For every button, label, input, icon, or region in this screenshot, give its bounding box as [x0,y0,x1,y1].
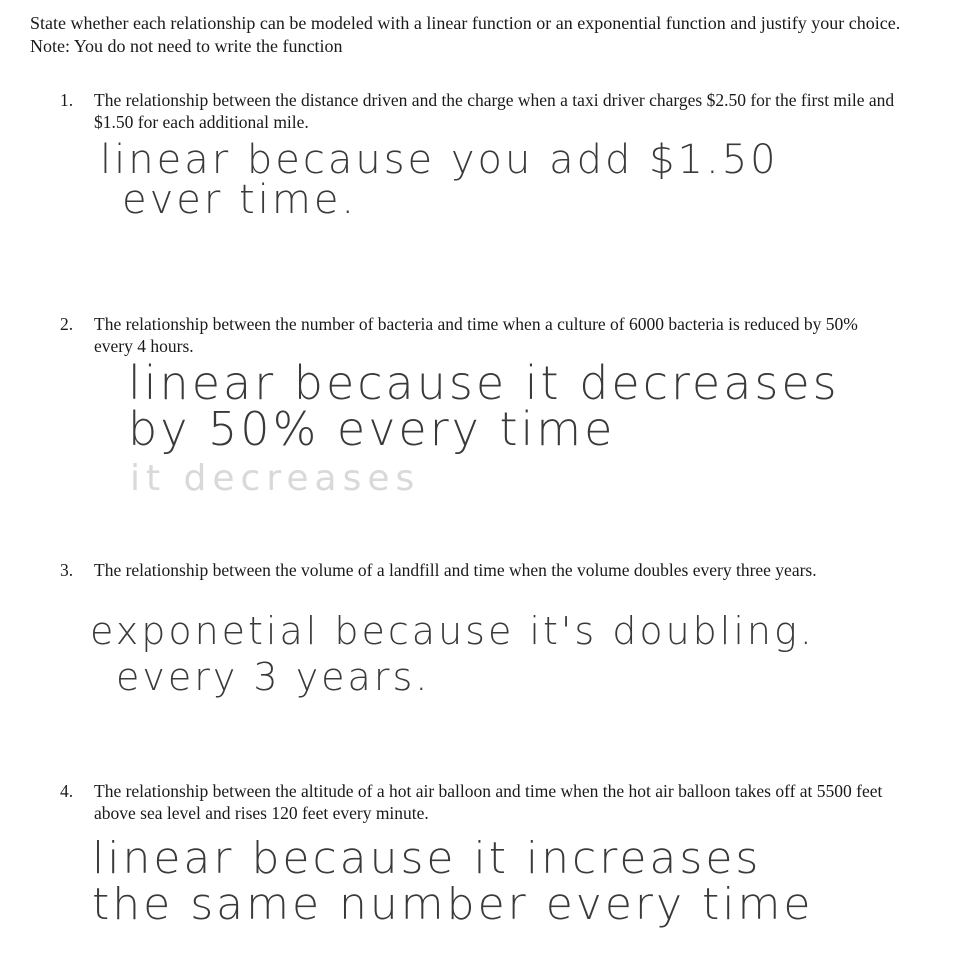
answer-line: exponetial because it's doubling. [90,609,815,653]
question-1 [60,89,900,133]
answer-line: linear because you add $1.50 [100,137,779,183]
answer-4 [92,833,966,930]
answer-line: linear because it decreases [128,356,840,410]
question-number: 4. [60,781,74,801]
question-text: The relationship between the volume of a landfill and time when the volume doubles every three years. [94,560,817,580]
answer-line: linear because it increases [92,833,762,884]
question-text: The relationship between the number of bacteria and time when a culture of 6000 bacteria is reduced by 50% every 4 hours. [94,314,858,356]
answer-line: ever time. [122,177,358,223]
answer-2 [128,356,966,456]
question-text: The relationship between the altitude of a hot air balloon and time when the hot air balloon takes off at 5500 feet above sea level and rises 120 feet every minute. [94,781,883,823]
answer-3 [90,608,966,700]
instructions-text: State whether each relationship can be modeled with a linear function or an exponential function and justify your choice. Note: You do not need to write the function [30,13,901,56]
question-number: 2. [60,314,74,334]
question-number: 3. [60,560,74,580]
answer-line: by 50% every time [128,402,616,456]
erased-writing: it decreases [130,458,421,499]
question-4 [60,780,900,824]
question-3 [60,559,900,581]
answer-line: the same number every time [92,879,814,930]
answer-line: every 3 years. [116,655,431,699]
answer-1 [100,137,966,223]
question-text: The relationship between the distance driven and the charge when a taxi driver charges $2.50 for the first mile and $1.50 for each additional mile. [94,90,895,132]
question-2 [60,313,900,357]
question-number: 1. [60,90,74,110]
